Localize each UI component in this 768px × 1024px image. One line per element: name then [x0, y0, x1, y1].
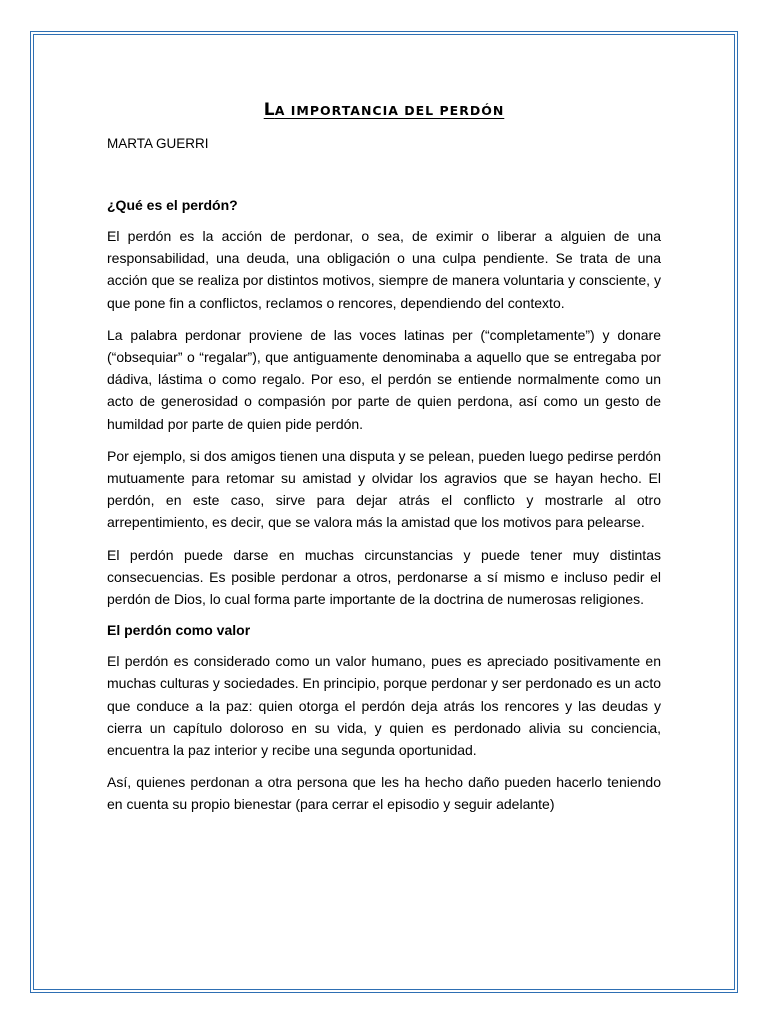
paragraph: El perdón es considerado como un valor humano, pues es apreciado positivamente en muchas culturas y sociedades. En principio, porque perdonar y ser perdonado es un acto que conduce a la paz: quien otorga el perdón deja atrás los rencores y las deudas y cierra un capítulo doloroso en su vida, y quien es perdonado alivia su conciencia, encuentra la paz interior y recibe una segunda oportunidad.: [107, 653, 661, 759]
paragraph: Por ejemplo, si dos amigos tienen una disputa y se pelean, pueden luego pedirse perdón mutuamente para retomar su amistad y olvidar los agravios que se hayan hecho. El perdón, en este caso, sirve para dejar atrás el conflicto y mostrarle al otro arrepentimiento, es decir, que se valora más la amistad que los motivos para pelearse.: [107, 447, 661, 531]
document-body: [107, 100, 661, 816]
paragraph: La palabra perdonar proviene de las voces latinas per (“completamente”) y donare (“obsequiar” o “regalar”), que antiguamente denominaba a aquello que se entregaba por dádiva, lástima o como regalo. Por eso, el perdón se entiende normalmente como un acto de generosidad o compasión por parte de quien perdona, así como un gesto de humildad por parte de quien pide perdón.: [107, 326, 661, 432]
title-rest: A IMPORTANCIA DEL PERDÓN: [274, 103, 505, 118]
paragraph: El perdón es la acción de perdonar, o sea, de eximir o liberar a alguien de una responsabilidad, una deuda, una obligación o una culpa pendiente. Se trata de una acción que se realiza por distintos motivos, siempre de manera voluntaria y consciente, y que pone fin a conflictos, reclamos o rencores, dependiendo del contexto.: [107, 228, 661, 311]
document-title: [107, 100, 661, 122]
paragraph: Así, quienes perdonan a otra persona que les ha hecho daño pueden hacerlo teniendo en cuenta su propio bienestar (para cerrar el episodio y seguir adelante): [107, 774, 661, 813]
paragraph: El perdón puede darse en muchas circunstancias y puede tener muy distintas consecuencias. Es posible perdonar a otros, perdonarse a sí mismo e incluso pedir el perdón de Dios, lo cual forma parte importante de la doctrina de numerosas religiones.: [107, 546, 661, 608]
title-lead: L: [263, 100, 275, 120]
section-heading-value: El perdón como valor: [107, 622, 251, 639]
author-name: MARTA GUERRI: [107, 136, 209, 151]
section-heading-what-is: ¿Qué es el perdón?: [107, 197, 238, 213]
document-title-text: [264, 101, 505, 119]
